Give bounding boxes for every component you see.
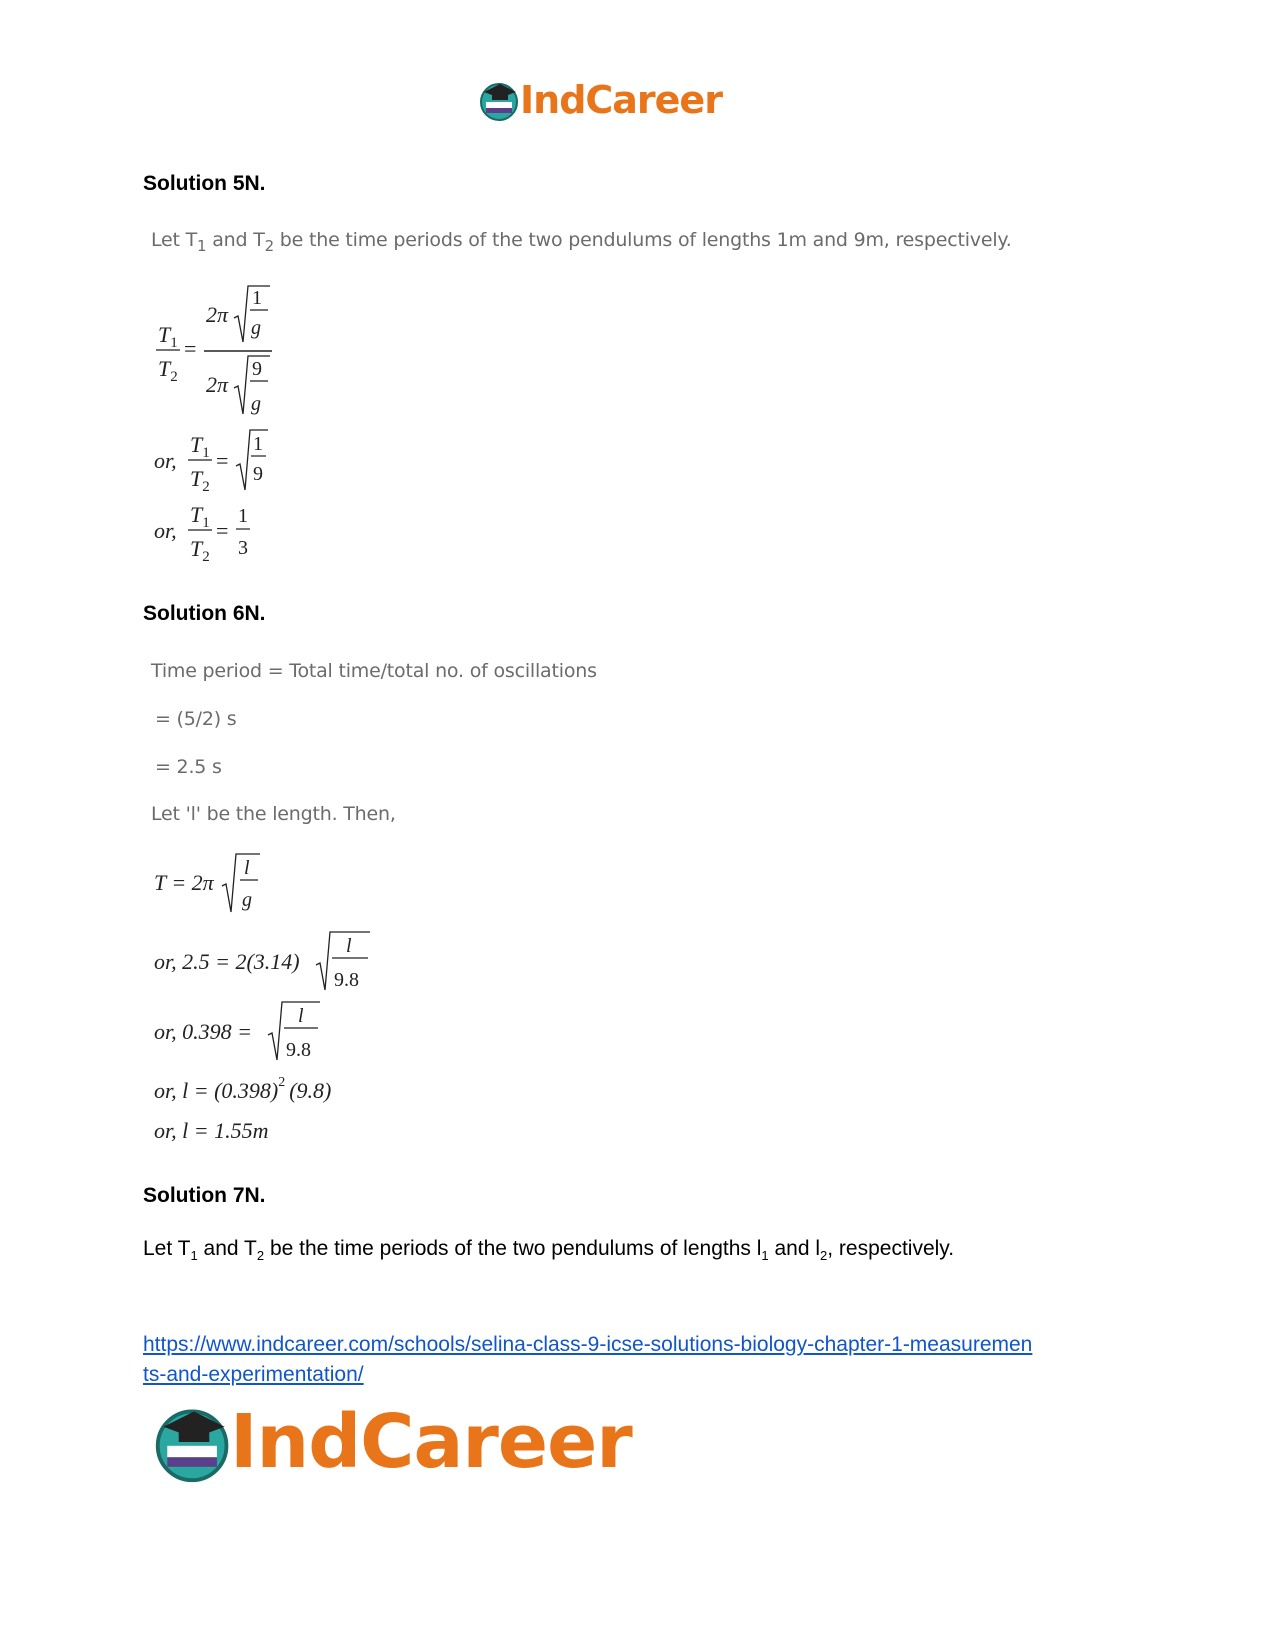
- footer-logo-text: IndCareer: [230, 1399, 632, 1485]
- graduation-cap-globe-icon: [152, 1400, 236, 1484]
- svg-text:=: =: [216, 448, 229, 473]
- svg-text:9.8: 9.8: [334, 969, 359, 991]
- svg-text:g: g: [251, 317, 261, 339]
- solution-6n-line-4: Let 'l' be the length. Then,: [151, 803, 396, 825]
- svg-text:9: 9: [252, 358, 262, 380]
- solution-5n-heading: Solution 5N.: [143, 172, 266, 195]
- header-logo: [478, 76, 748, 124]
- svg-text:2π: 2π: [206, 302, 229, 327]
- svg-text:3: 3: [238, 537, 248, 559]
- svg-text:2π: 2π: [206, 372, 229, 397]
- svg-text:or,: or,: [154, 518, 177, 543]
- svg-text:1: 1: [238, 505, 248, 527]
- eq1-T1: $T_1$: [158, 322, 178, 351]
- solution-6n-heading: Solution 6N.: [143, 602, 266, 625]
- solution-6n-equations: [150, 848, 410, 1148]
- eq-l-squared: or, $l = (0.398)^2$ (9.8): [154, 1075, 332, 1103]
- solution-7n-intro: Let $T_1$ and $T_2$ be the time periods of the two pendulums of lengths $l_1$ and $l_2$, respectively.: [143, 1237, 955, 1264]
- solution-7n-heading: Solution 7N.: [143, 1184, 266, 1207]
- source-link-line-2[interactable]: ts-and-experimentation/: [143, 1363, 364, 1386]
- eq1-T2: $T_2$: [158, 356, 178, 385]
- svg-text:g: g: [242, 889, 252, 911]
- svg-text:=: =: [216, 518, 229, 543]
- solution-6n-line-2: = (5/2) s: [155, 708, 237, 730]
- eq3-T1: $T_1$: [190, 502, 210, 531]
- svg-text:or,: or,: [154, 448, 177, 473]
- svg-text:or, l = 1.55m: or, l = 1.55m: [154, 1118, 269, 1143]
- svg-text:9: 9: [253, 463, 263, 485]
- footer-logo: [152, 1396, 672, 1488]
- svg-text:1: 1: [252, 287, 262, 309]
- eq2-T2: $T_2$: [190, 466, 210, 495]
- source-link[interactable]: [143, 1330, 1083, 1390]
- svg-text:l: l: [346, 935, 352, 957]
- eq2-T1: $T_1$: [190, 432, 210, 461]
- svg-text:or, 0.398 =: or, 0.398 =: [154, 1019, 252, 1044]
- solution-5n-intro: Let $T_1$ and $T_2$ be the time periods of the two pendulums of lengths 1m and 9m, respectively.: [151, 229, 1012, 255]
- svg-text:l: l: [298, 1005, 304, 1027]
- solution-6n-line-3: = 2.5 s: [155, 756, 222, 778]
- graduation-cap-globe-icon: [478, 78, 522, 122]
- svg-text:1: 1: [253, 433, 263, 455]
- svg-text:l: l: [244, 857, 250, 879]
- svg-text:9.8: 9.8: [286, 1039, 311, 1061]
- solution-5n-equations: [150, 282, 310, 572]
- solution-6n-line-1: Time period = Total time/total no. of oscillations: [151, 660, 597, 682]
- svg-text:=: =: [184, 336, 197, 361]
- svg-text:or, 2.5 = 2(3.14): or, 2.5 = 2(3.14): [154, 949, 300, 974]
- svg-text:g: g: [251, 393, 261, 415]
- svg-text:T = 2π: T = 2π: [154, 870, 214, 895]
- eq3-T2: $T_2$: [190, 536, 210, 565]
- source-link-line-1[interactable]: https://www.indcareer.com/schools/selina-class-9-icse-solutions-biology-chapter-1-measuremen: [143, 1333, 1033, 1356]
- header-logo-text: IndCareer: [520, 78, 722, 122]
